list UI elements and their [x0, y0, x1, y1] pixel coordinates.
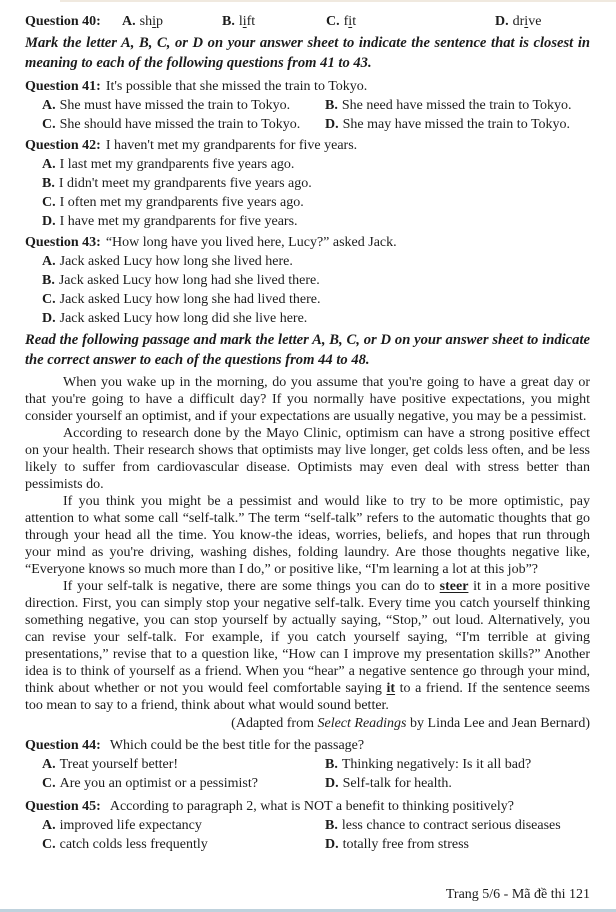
- q45-option-d: [325, 835, 590, 854]
- q40-option-a-word: [140, 14, 163, 29]
- q42-option-a: [42, 155, 590, 174]
- question-45-label: Question 45:: [25, 799, 101, 814]
- question-42-label: Question 42:: [25, 138, 101, 153]
- q40-c-underlined-letter: i: [348, 14, 353, 29]
- q44-option-d-letter: D.: [325, 776, 339, 791]
- q40-option-d-letter: D.: [495, 14, 509, 29]
- q43-option-c: [42, 290, 590, 309]
- q42-option-d-letter: D.: [42, 214, 56, 229]
- q45-option-b-letter: B.: [325, 818, 338, 833]
- q40-option-b-letter: B.: [222, 14, 235, 29]
- passage-paragraph-2: According to research done by the Mayo Clinic, optimism can have a strong positive effect on your health. Their research shows that optimists may live longer, get colds less often, and be less likely to suffer from cardiovascular disease. Optimists may even deal with stress better than pessimists do.: [25, 426, 590, 492]
- instruction-44-48: Read the following passage and mark the letter A, B, C, or D on your answer sheet to indicate the correct answer to each of the questions from 44 to 48.: [25, 332, 590, 368]
- q40-b-pre: l: [238, 14, 243, 29]
- q42-option-c: [42, 193, 590, 212]
- q40-d-underlined-letter: i: [524, 14, 529, 29]
- q45-option-c: [42, 835, 325, 854]
- passage-paragraph-4: [25, 578, 590, 714]
- q43-option-b: [42, 271, 590, 290]
- question-45-text: According to paragraph 2, what is NOT a benefit to thinking positively?: [109, 799, 514, 814]
- q45-option-a-letter: A.: [42, 818, 56, 833]
- q43-option-a-text: Jack asked Lucy how long she lived here.: [59, 254, 293, 269]
- q41-option-a-letter: A.: [42, 98, 56, 113]
- q44-option-b: [325, 755, 590, 774]
- steer-keyword: steer: [439, 579, 469, 594]
- credit-pre: (Adapted from: [231, 716, 318, 731]
- q44-option-b-letter: B.: [325, 757, 338, 772]
- q43-option-b-letter: B.: [42, 273, 55, 288]
- q40-option-a: [122, 12, 222, 31]
- q43-option-d-text: Jack asked Lucy how long did she live here.: [59, 311, 308, 326]
- q40-c-pre: f: [343, 14, 349, 29]
- q44-option-a: [42, 755, 325, 774]
- q40-option-d: [495, 12, 541, 31]
- passage-paragraph-3: If you think you might be a pessimist and would like to try to be more optimistic, pay attention to what some call “self-talk.” The term “self-talk” refers to the automatic thoughts that go through your head all the time. You know-the ideas, worries, beliefs, and hopes that run through your mind as you're driving, washing dishes, folding laundry. Are those thoughts negative like, “Everyone knows so much more than I do,” or positive like, “I'm learning a lot at this job”?: [25, 494, 590, 577]
- q44-option-d: [325, 774, 590, 793]
- q41-option-a: [42, 96, 325, 115]
- p4-segment-2: it in a more positive direction. First, you can simply stop your negative self-talk. Every time you catch yourself thinking something negative, you can stop yourself by actually saying, “Stop,” out loud. Alternatively, you can revise your self-talk. For example, if you catch yourself saying, “I'm terrible at giving presentations,” revise that to a question like, “How can I improve my presentation skills?” Another idea is to think of yourself as a friend. When you “hear” a negative sentence go through your mind, think about whether or not you would feel comfortable saying: [25, 579, 591, 696]
- question-43-stem: [25, 233, 590, 252]
- q41-option-c-letter: C.: [42, 117, 56, 132]
- q41-option-b-letter: B.: [325, 98, 338, 113]
- question-41-label: Question 41:: [25, 79, 101, 94]
- q40-option-c: [326, 12, 495, 31]
- q44-option-c: [42, 774, 325, 793]
- q45-option-c-letter: C.: [42, 837, 56, 852]
- q40-a-post: p: [155, 14, 163, 29]
- q43-option-b-text: Jack asked Lucy how long had she lived there.: [58, 273, 320, 288]
- it-keyword: it: [386, 681, 396, 696]
- question-45-options: [42, 816, 590, 854]
- q41-option-a-text: She must have missed the train to Tokyo.: [59, 98, 291, 113]
- q42-option-b-letter: B.: [42, 176, 55, 191]
- q40-option-b: [222, 12, 326, 31]
- q42-option-d-text: I have met my grandparents for five years.: [59, 214, 298, 229]
- p4-segment-3: to a friend. If the sentence seems too mean to say to a friend, think about what would sound better.: [25, 681, 590, 713]
- passage-credit: [25, 715, 590, 732]
- q45-option-d-letter: D.: [325, 837, 339, 852]
- question-44-text: Which could be the best title for the passage?: [109, 738, 365, 753]
- question-40-row: [25, 12, 590, 31]
- reading-passage: [25, 374, 590, 732]
- q42-option-a-letter: A.: [42, 157, 56, 172]
- q45-option-b: [325, 816, 590, 835]
- question-42-stem: [25, 136, 590, 155]
- q41-option-c-text: She should have missed the train to Tokyo.: [59, 117, 301, 132]
- q42-option-c-text: I often met my grandparents five years ago.: [59, 195, 304, 210]
- question-42-text: I haven't met my grandparents for five years.: [105, 138, 358, 153]
- question-45-stem: [25, 797, 590, 816]
- q42-option-d: [42, 212, 590, 231]
- q40-c-post: t: [352, 14, 357, 29]
- q40-b-post: ft: [246, 14, 256, 29]
- q40-a-underlined-letter: i: [152, 14, 156, 29]
- credit-post: by Linda Lee and Jean Bernard): [406, 716, 590, 731]
- question-43-text: “How long have you lived here, Lucy?” asked Jack.: [105, 235, 397, 250]
- question-44-label: Question 44:: [25, 738, 101, 753]
- question-44-stem: [25, 736, 590, 755]
- q42-option-b-text: I didn't meet my grandparents five years ago.: [58, 176, 312, 191]
- question-41-text: It's possible that she missed the train to Tokyo.: [105, 79, 368, 94]
- q40-option-c-letter: C.: [326, 14, 340, 29]
- q43-option-c-text: Jack asked Lucy how long she had lived there.: [59, 292, 321, 307]
- q40-d-pre: dr: [512, 14, 525, 29]
- question-40-label: Question 40:: [25, 14, 101, 29]
- q43-option-a-letter: A.: [42, 254, 56, 269]
- question-43-options: [42, 252, 590, 328]
- q43-option-a: [42, 252, 590, 271]
- q41-option-b-text: She need have missed the train to Tokyo.: [341, 98, 572, 113]
- q42-option-b: [42, 174, 590, 193]
- credit-book-title: Select Readings: [317, 716, 407, 731]
- instruction-41-43: Mark the letter A, B, C, or D on your answer sheet to indicate the sentence that is closest in meaning to each of the following questions from 41 to 43.: [25, 35, 590, 71]
- q41-option-d-letter: D.: [325, 117, 339, 132]
- q41-option-b: [325, 96, 590, 115]
- q42-option-c-letter: C.: [42, 195, 56, 210]
- page-footer: [446, 886, 590, 904]
- q40-option-a-letter: A.: [122, 14, 136, 29]
- q43-option-d: [42, 309, 590, 328]
- q44-option-c-letter: C.: [42, 776, 56, 791]
- q43-option-d-letter: D.: [42, 311, 56, 326]
- q45-option-b-text: less chance to contract serious diseases: [341, 818, 561, 833]
- question-44-options: [42, 755, 590, 793]
- q45-option-d-text: totally free from stress: [342, 837, 469, 852]
- q40-option-c-word: [344, 14, 356, 29]
- q45-option-a: [42, 816, 325, 835]
- question-43-label: Question 43:: [25, 235, 101, 250]
- q44-option-a-text: Treat yourself better!: [59, 757, 179, 772]
- q40-option-b-word: [239, 14, 255, 29]
- q41-option-d-text: She may have missed the train to Tokyo.: [342, 117, 571, 132]
- passage-paragraph-1: When you wake up in the morning, do you assume that you're going to have a great day or that you're going to have a difficult day? If you normally have positive expectations, you might consider yourself an optimist, and if your expectations are usually negative, you may be a pessimist.: [25, 375, 590, 424]
- q41-option-d: [325, 115, 590, 134]
- q43-option-c-letter: C.: [42, 292, 56, 307]
- question-41-options: [42, 96, 590, 134]
- q40-a-pre: sh: [139, 14, 153, 29]
- q45-option-c-text: catch colds less frequently: [59, 837, 208, 852]
- q44-option-b-text: Thinking negatively: Is it all bad?: [341, 757, 532, 772]
- q44-option-d-text: Self-talk for health.: [342, 776, 452, 791]
- q40-d-post: ve: [528, 14, 542, 29]
- question-41-stem: [25, 77, 590, 96]
- page-number-label: Trang 5/6 - Mã đề thi 121: [445, 887, 590, 902]
- question-42-options: [42, 155, 590, 231]
- q44-option-a-letter: A.: [42, 757, 56, 772]
- q44-option-c-text: Are you an optimist or a pessimist?: [59, 776, 258, 791]
- q45-option-a-text: improved life expectancy: [59, 818, 202, 833]
- q40-option-d-word: [513, 14, 542, 29]
- q42-option-a-text: I last met my grandparents five years ago.: [59, 157, 295, 172]
- q40-b-underlined-letter: i: [242, 14, 247, 29]
- p4-segment-1: If your self-talk is negative, there are some things you can do to: [63, 579, 440, 594]
- q41-option-c: [42, 115, 325, 134]
